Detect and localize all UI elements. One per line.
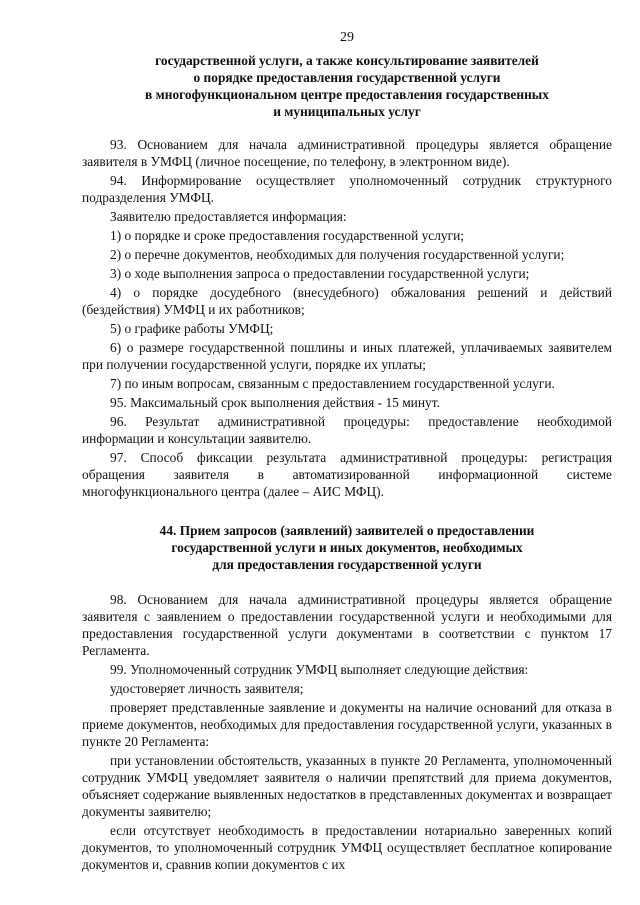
section-heading-43 <box>82 52 612 120</box>
list-item-6: 6) о размере государственной пошлины и иных платежей, уплачиваемых заявителем при получении государственной услуги, порядке их уплаты; <box>82 340 612 372</box>
list-item-4: 4) о порядке досудебного (внесудебного) обжалования решений и действий (бездействия) УМФЦ и их работников; <box>82 285 612 317</box>
paragraph-96: 96. Результат административной процедуры: предоставление необходимой информации и консультации заявителю. <box>82 414 612 446</box>
action-identity: удостоверяет личность заявителя; <box>110 681 304 696</box>
paragraph-99: 99. Уполномоченный сотрудник УМФЦ выполняет следующие действия: <box>110 662 529 677</box>
heading-line: о порядке предоставления государственной услуги <box>193 70 501 85</box>
section-body-2 <box>82 591 612 873</box>
paragraph-98: 98. Основанием для начала административной процедуры является обращение заявителя с заявлением о предоставлении государственной услуги и необходимыми для предоставления государственной услуги документами в соответствии с пунктом 17 Регламента. <box>82 592 612 658</box>
page-number: 29 <box>340 30 354 45</box>
paragraph-95: 95. Максимальный срок выполнения действия - 15 минут. <box>110 395 440 410</box>
list-item-1: 1) о порядке и сроке предоставления государственной услуги; <box>110 228 465 243</box>
list-item-7: 7) по иным вопросам, связанным с предоставлением государственной услуги. <box>110 376 555 391</box>
action-refusal-notice: при установлении обстоятельств, указанных в пункте 20 Регламента, уполномоченный сотрудник УМФЦ уведомляет заявителя о наличии препятствий для приема документов, объясняет содержание выявленных недостатков в представленных документах и возвращает документы заявителю; <box>82 753 612 819</box>
list-item-5: 5) о графике работы УМФЦ; <box>110 321 274 336</box>
action-copying: если отсутствует необходимость в предоставлении нотариально заверенных копий документов, то уполномоченный сотрудник УМФЦ осуществляет бесплатное копирование документов и, сравнив копии документов с их <box>82 823 612 872</box>
paragraph-93: 93. Основанием для начала административной процедуры является обращение заявителя в УМФЦ (личное посещение, по телефону, в электронном виде). <box>82 137 612 169</box>
list-item-2: 2) о перечне документов, необходимых для получения государственной услуги; <box>110 247 565 262</box>
heading-line: 44. Прием запросов (заявлений) заявителей о предоставлении <box>159 523 535 538</box>
heading-line: для предоставления государственной услуги <box>212 557 482 572</box>
list-item-3: 3) о ходе выполнения запроса о предоставлении государственной услуги; <box>110 266 530 281</box>
paragraph-info-intro: Заявителю предоставляется информация: <box>110 209 347 224</box>
section-body-1 <box>82 136 612 500</box>
action-check-documents: проверяет представленные заявление и документы на наличие оснований для отказа в приеме документов, необходимых для предоставления государственной услуги, указанных в пункте 20 Регламента: <box>82 700 612 749</box>
heading-line: в многофункциональном центре предоставления государственных <box>145 87 549 102</box>
paragraph-94: 94. Информирование осуществляет уполномоченный сотрудник структурного подразделения УМФЦ. <box>82 173 612 205</box>
paragraph-97: 97. Способ фиксации результата административной процедуры: регистрация обращения заявителя в автоматизированной информационной системе многофункционального центра (далее – АИС МФЦ). <box>82 450 612 499</box>
heading-line: государственной услуги, а также консультирование заявителей <box>155 53 539 68</box>
section-heading-44 <box>82 522 612 573</box>
heading-line: государственной услуги и иных документов, необходимых <box>171 540 523 555</box>
heading-line: и муниципальных услуг <box>273 104 421 119</box>
